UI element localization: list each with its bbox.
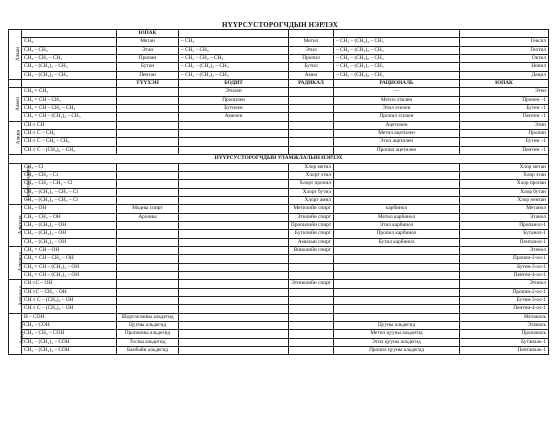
table-cell: Этил ацетилен — [334, 138, 460, 146]
table-cell — [334, 171, 460, 179]
group-label-text: Алкен — [15, 96, 22, 111]
table-row — [9, 196, 549, 204]
table-cell — [289, 146, 334, 154]
table-cell: Метил цууны альдегид — [334, 330, 460, 338]
table-cell — [289, 271, 334, 279]
table-cell: Бутилийн спирт — [289, 230, 334, 238]
table-row — [9, 305, 549, 313]
table-row — [9, 280, 549, 288]
table-cell — [117, 188, 179, 196]
table-cell: Хлор пентан — [460, 196, 549, 204]
table-cell — [289, 313, 334, 321]
table-cell: CH₂ = CH – (CH₂)₂ – CH₃ — [22, 113, 117, 121]
group-label-alkyne — [9, 121, 22, 154]
table-cell — [117, 230, 179, 238]
table-cell — [334, 288, 460, 296]
table-cell: Пропан — [117, 55, 179, 63]
table-cell: Цууны альдегид — [117, 322, 179, 330]
table-cell: Модны спирт — [117, 205, 179, 213]
table-cell: Этен — [460, 88, 549, 96]
table-cell: CH₃ – Cl — [22, 163, 117, 171]
table-cell — [334, 271, 460, 279]
table-cell: — — [334, 88, 460, 96]
table-row — [9, 163, 549, 171]
group-label-text: Алкохол — [17, 215, 24, 235]
table-cell: – CH₂ – (CH₂)₂ – CH₃ — [179, 63, 289, 71]
table-row — [9, 188, 549, 196]
table-cell: Этил этилен — [334, 105, 460, 113]
table-cell: Бутилен — [179, 105, 289, 113]
table-cell — [289, 130, 334, 138]
table-row — [9, 338, 549, 346]
table-cell: Этилен — [179, 88, 289, 96]
table-row — [9, 255, 549, 263]
table-cell: Пентанол-1 — [460, 238, 549, 246]
table-row — [9, 38, 549, 46]
table-cell: Октил — [460, 55, 549, 63]
table-cell: Пропин — [460, 130, 549, 138]
empty-cell — [334, 30, 460, 38]
table-row — [9, 322, 549, 330]
table-cell: карбинол — [334, 205, 460, 213]
table-cell — [179, 188, 289, 196]
table-cell — [179, 138, 289, 146]
column-header: РАЦИОНАЛЬ — [334, 80, 460, 88]
table-cell: CH₃ – (CH₂)₃ – CH₃ — [22, 71, 117, 79]
table-cell — [334, 188, 460, 196]
table-row — [9, 313, 549, 321]
group-label-text: Алкин — [15, 129, 22, 145]
table-cell: CH₂ = CH₂ — [22, 88, 117, 96]
table-cell: Хлорт бутил — [289, 188, 334, 196]
table-row — [9, 180, 549, 188]
table-cell — [334, 163, 460, 171]
table-cell: Бутин-3-ол-1 — [460, 297, 549, 305]
table-cell: CH₂ = CH – CH₂ – CH₃ — [22, 105, 117, 113]
table-cell: Бамбайн альдегид — [117, 347, 179, 355]
table-cell: Пропанол-1 — [460, 221, 549, 229]
table-cell — [117, 263, 179, 271]
table-cell — [179, 146, 289, 154]
table-cell: Бутил — [289, 63, 334, 71]
table-cell: – CH₃ — [179, 38, 289, 46]
table-cell — [334, 255, 460, 263]
table-cell: Метил — [289, 38, 334, 46]
table-cell: Этил цууны альдегид — [334, 338, 460, 346]
table-cell — [179, 347, 289, 355]
table-cell: Этанол — [460, 213, 549, 221]
table-cell — [117, 238, 179, 246]
table-cell: Пропен-2-ол-1 — [460, 255, 549, 263]
table-cell: CH ≡ C – (CH₂)₃ – OH — [22, 305, 117, 313]
table-cell: Этан — [117, 46, 179, 54]
table-cell: CH₃ – CH₂ – OH — [22, 213, 117, 221]
table-cell — [179, 338, 289, 346]
table-cell: Бутин –1 — [460, 138, 549, 146]
table-cell: Хлор метил — [289, 163, 334, 171]
column-header-row — [9, 80, 549, 88]
table-cell: Этаналь — [460, 322, 549, 330]
group-label-text: Алкинол — [17, 285, 24, 306]
table-cell: Пентин –1 — [460, 146, 549, 154]
group-label-text: Алкан — [15, 46, 22, 61]
table-cell: CH₃ – CH₂ – CH₂ – Cl — [22, 180, 117, 188]
table-cell: Этил — [289, 46, 334, 54]
table-cell: Бутанол-1 — [460, 230, 549, 238]
table-cell — [117, 305, 179, 313]
table-cell — [334, 305, 460, 313]
table-cell — [289, 297, 334, 305]
table-cell: Бутил карбинол — [334, 238, 460, 246]
table-cell — [117, 221, 179, 229]
table-cell — [179, 180, 289, 188]
table-cell — [179, 196, 289, 204]
table-cell — [179, 121, 289, 129]
table-cell — [179, 322, 289, 330]
table-cell — [117, 113, 179, 121]
table-cell: Пентаналь-1 — [460, 347, 549, 355]
table-cell: CH₄ — [22, 38, 117, 46]
table-row — [9, 288, 549, 296]
column-header: ЮПАК — [460, 80, 549, 88]
table-cell: CH₂ = CH – (CH₂)₃ – OH — [22, 271, 117, 279]
table-cell — [179, 280, 289, 288]
table-cell: Пропилийн спирт — [289, 221, 334, 229]
table-cell — [334, 297, 460, 305]
table-cell: Хлор этан — [460, 171, 549, 179]
table-cell: Метил карбинол — [334, 213, 460, 221]
table-row — [9, 271, 549, 279]
table-cell — [179, 130, 289, 138]
table-cell: Пропаналь — [460, 330, 549, 338]
table-cell — [289, 330, 334, 338]
table-cell — [117, 196, 179, 204]
group-label-alcohol — [9, 205, 22, 247]
column-header: БОДИТ — [179, 80, 289, 88]
table-cell — [117, 297, 179, 305]
table-cell — [117, 180, 179, 188]
table-cell: CH ≡C – CH₂ – OH — [22, 288, 117, 296]
document-title: НҮҮРСУСТОРОГЧДЫН НЭРЛЭХ — [222, 21, 338, 29]
table-cell: CH ≡ C – CH₃ — [22, 130, 117, 138]
table-cell — [117, 96, 179, 104]
empty-cell — [289, 30, 334, 38]
group-label-aldehyde — [9, 313, 25, 355]
table-row — [9, 105, 549, 113]
table-cell: Амилын спирт — [289, 238, 334, 246]
table-cell: Тосны альдегид — [117, 338, 179, 346]
table-cell: Пропин-2-ол-1 — [460, 288, 549, 296]
table-cell: CH₃ – (CH₂)₂ – COH — [22, 338, 117, 346]
table-cell: – CH₂ – CH₃ — [179, 46, 289, 54]
table-cell — [179, 263, 289, 271]
table-cell: CH₂ = CH – CH₂ – OH — [22, 255, 117, 263]
table-cell — [179, 221, 289, 229]
table-cell: CH₂ = CH – CH₃ — [22, 96, 117, 104]
table-cell — [334, 196, 460, 204]
table-cell: CH₃ – (CH₂)₃ – OH — [22, 230, 117, 238]
table-cell: Хлор метан — [460, 163, 549, 171]
table-cell — [179, 213, 289, 221]
group-label-alkynol — [9, 280, 22, 313]
table-cell — [334, 263, 460, 271]
table-cell — [289, 105, 334, 113]
table-cell: Этинилийн спирт — [289, 280, 334, 288]
table-cell: CH₃ – (CH₂)₃ – CH₂ – Cl — [22, 196, 117, 204]
table-cell: – CH₂ – CH₂ – CH₃ — [179, 55, 289, 63]
table-cell — [334, 280, 460, 288]
table-cell — [289, 255, 334, 263]
table-cell: CH₃ – CH₃ — [22, 46, 117, 54]
table-cell: CH₃ – (CH₂)₂ – CH₃ — [22, 63, 117, 71]
table-cell: CH₃ – CH₂ – CH₃ — [22, 55, 117, 63]
table-cell: – CH₂ – (CH₂)₈ – CH₃ — [334, 71, 460, 79]
table-cell: – CH₂ – (CH₂)₆ – CH₃ — [334, 55, 460, 63]
table-cell: – CH₂ – (CH₂)₅ – CH₃ — [334, 46, 460, 54]
table-cell: Хлорт этил — [289, 171, 334, 179]
table-cell — [289, 263, 334, 271]
table-cell — [179, 238, 289, 246]
table-cell: CH₃ – (CH₂)₂ – CH₂ – Cl — [22, 188, 117, 196]
table-cell: Шоргоолжны альдегид — [117, 313, 179, 321]
table-cell: Цууны альдегид — [334, 322, 460, 330]
empty-cell — [22, 80, 117, 88]
column-header: ЮПАК — [117, 30, 179, 38]
table-cell — [117, 246, 179, 254]
table-cell: CH₃ – OH — [22, 205, 117, 213]
table-row — [9, 71, 549, 79]
table-cell — [117, 146, 179, 154]
table-cell — [117, 171, 179, 179]
table-cell: CH ≡C – OH — [22, 280, 117, 288]
table-cell: Нонил — [460, 63, 549, 71]
section-heading: НҮҮРСУСТОРОГЧДЫН УЛАМЖЛАЛЫН НЭРЛЭХ — [9, 155, 549, 163]
table-cell: Пентин-4-ол-1 — [460, 305, 549, 313]
table-cell — [117, 280, 179, 288]
table-cell: Ацетилен — [334, 121, 460, 129]
table-cell — [179, 305, 289, 313]
table-cell: – CH₂ – (CH₂)₇ – CH₃ — [334, 63, 460, 71]
table-row — [9, 238, 549, 246]
table-cell: H – COH — [22, 313, 117, 321]
table-cell: Метан — [117, 38, 179, 46]
table-cell: Этилийн спирт — [289, 213, 334, 221]
table-row — [9, 230, 549, 238]
table-row — [9, 46, 549, 54]
table-row — [9, 88, 549, 96]
table-cell — [117, 130, 179, 138]
table-cell: Бутен-3-ол-1 — [460, 263, 549, 271]
table-cell: Метил ацетилен — [334, 130, 460, 138]
table-row — [9, 246, 549, 254]
table-cell — [289, 338, 334, 346]
table-row — [9, 55, 549, 63]
empty-cell — [22, 30, 117, 38]
column-header: РАДИКАЛ — [289, 80, 334, 88]
table-cell: Архины — [117, 213, 179, 221]
table-cell: Амилен — [179, 113, 289, 121]
table-cell: Пентен –1 — [460, 113, 549, 121]
table-cell — [289, 113, 334, 121]
table-row — [9, 121, 549, 129]
table-cell — [289, 322, 334, 330]
table-cell: – CH₂ – (CH₂)₄ – CH₃ — [334, 38, 460, 46]
table-cell: CH₃ – CH₂ – Cl — [22, 171, 117, 179]
table-cell: Пентан — [117, 71, 179, 79]
table-cell: CH₃ – (CH₂)₃ – COH — [22, 347, 117, 355]
table-cell — [117, 163, 179, 171]
table-cell — [179, 205, 289, 213]
table-cell: Этил карбинол — [334, 221, 460, 229]
table-cell: Пропил карбинол — [334, 230, 460, 238]
table-cell: Метилийн спирт — [289, 205, 334, 213]
table-cell: – CH₂ – (CH₂)₃ – CH₃ — [179, 71, 289, 79]
table-cell: Пропионы альдегид — [117, 330, 179, 338]
table-cell — [334, 246, 460, 254]
table-cell — [179, 230, 289, 238]
table-cell: Этенол — [460, 246, 549, 254]
table-cell: CH₂ = CH – (CH₂)₂ – OH — [22, 263, 117, 271]
table-cell — [117, 288, 179, 296]
table-cell: Гептил — [460, 46, 549, 54]
table-cell: CH₃ – (CH₂)₄ – OH — [22, 238, 117, 246]
table-cell — [289, 347, 334, 355]
table-row — [9, 347, 549, 355]
table-row — [9, 130, 549, 138]
table-cell — [289, 96, 334, 104]
table-cell — [117, 138, 179, 146]
table-cell — [179, 255, 289, 263]
table-cell: Бутан — [117, 63, 179, 71]
table-cell — [117, 88, 179, 96]
table-cell: Гексил — [460, 38, 549, 46]
table-cell: Метил этилен — [334, 96, 460, 104]
table-cell: CH₂ = CH – OH — [22, 246, 117, 254]
empty-cell — [9, 80, 22, 88]
table-row — [9, 221, 549, 229]
table-cell — [289, 305, 334, 313]
table-cell — [117, 255, 179, 263]
table-row — [9, 146, 549, 154]
table-cell: Хлор пропан — [460, 180, 549, 188]
table-cell — [179, 288, 289, 296]
group-label-text: Галогент алкил — [25, 165, 32, 201]
table-cell: Винилийн спирт — [289, 246, 334, 254]
table-cell: Пропилен — [179, 96, 289, 104]
table-cell — [179, 171, 289, 179]
table-cell: Пентен-4-ол-1 — [460, 271, 549, 279]
table-cell: CH ≡ CH — [22, 121, 117, 129]
nomenclature-table — [8, 29, 549, 355]
group-label-text: Альдегид — [18, 322, 25, 345]
table-cell: Бутаналь-1 — [460, 338, 549, 346]
table-cell: CH ≡ C – (CH₂)₂ – CH₃ — [22, 146, 117, 154]
table-cell: Этинол — [460, 280, 549, 288]
table-cell: CH₃ – (CH₂)₂ – OH — [22, 221, 117, 229]
table-cell: Децил — [460, 71, 549, 79]
section-row — [9, 155, 549, 163]
table-cell — [117, 121, 179, 129]
table-cell: Пропил цууны альдегид — [334, 347, 460, 355]
table-cell: Хлорт пропил — [289, 180, 334, 188]
table-row — [9, 138, 549, 146]
table-cell: Пропен –1 — [460, 96, 549, 104]
group-label-haloalkane — [9, 163, 32, 205]
table-row — [9, 113, 549, 121]
table-row — [9, 63, 549, 71]
table-cell: Хлор бутан — [460, 188, 549, 196]
table-cell — [289, 121, 334, 129]
table-cell — [179, 271, 289, 279]
table-cell: CH₃ – CH₂ – COH — [22, 330, 117, 338]
group-label-alkane — [9, 30, 22, 80]
group-label-text: Алкенол — [17, 252, 24, 273]
table-cell — [179, 313, 289, 321]
table-cell: Пропил этилен — [334, 113, 460, 121]
table-cell: CH ≡ C – (CH₂)₂ – OH — [22, 297, 117, 305]
table-cell — [117, 105, 179, 113]
table-cell: Метаналь — [460, 313, 549, 321]
column-header: ТҮҮХЭН — [117, 80, 179, 88]
group-label-alkene — [9, 88, 22, 121]
table-row — [9, 171, 549, 179]
table-row — [9, 213, 549, 221]
table-cell: Бутен –1 — [460, 105, 549, 113]
table-cell — [289, 288, 334, 296]
table-cell — [334, 180, 460, 188]
table-cell — [179, 163, 289, 171]
table-row — [9, 96, 549, 104]
table-cell: CH ≡ C – CH₂ – CH₃ — [22, 138, 117, 146]
table-cell: Пропил — [289, 55, 334, 63]
group-label-alkenol — [9, 246, 22, 279]
table-cell: Пропил ацетилен — [334, 146, 460, 154]
table-cell: Амил — [289, 71, 334, 79]
table-cell — [334, 313, 460, 321]
empty-cell — [460, 30, 549, 38]
table-row — [9, 297, 549, 305]
table-cell — [179, 330, 289, 338]
table-cell: Метанол — [460, 205, 549, 213]
table-cell — [117, 271, 179, 279]
table-cell: Этин — [460, 121, 549, 129]
table-row — [9, 205, 549, 213]
table-cell: CH₃ – COH — [22, 322, 117, 330]
table-cell: Хлорт амил — [289, 196, 334, 204]
alkane-header-row — [9, 30, 549, 38]
table-cell — [289, 138, 334, 146]
table-cell — [289, 88, 334, 96]
table-cell — [179, 297, 289, 305]
table-row — [9, 330, 549, 338]
table-cell — [179, 246, 289, 254]
empty-cell — [179, 30, 289, 38]
table-row — [9, 263, 549, 271]
